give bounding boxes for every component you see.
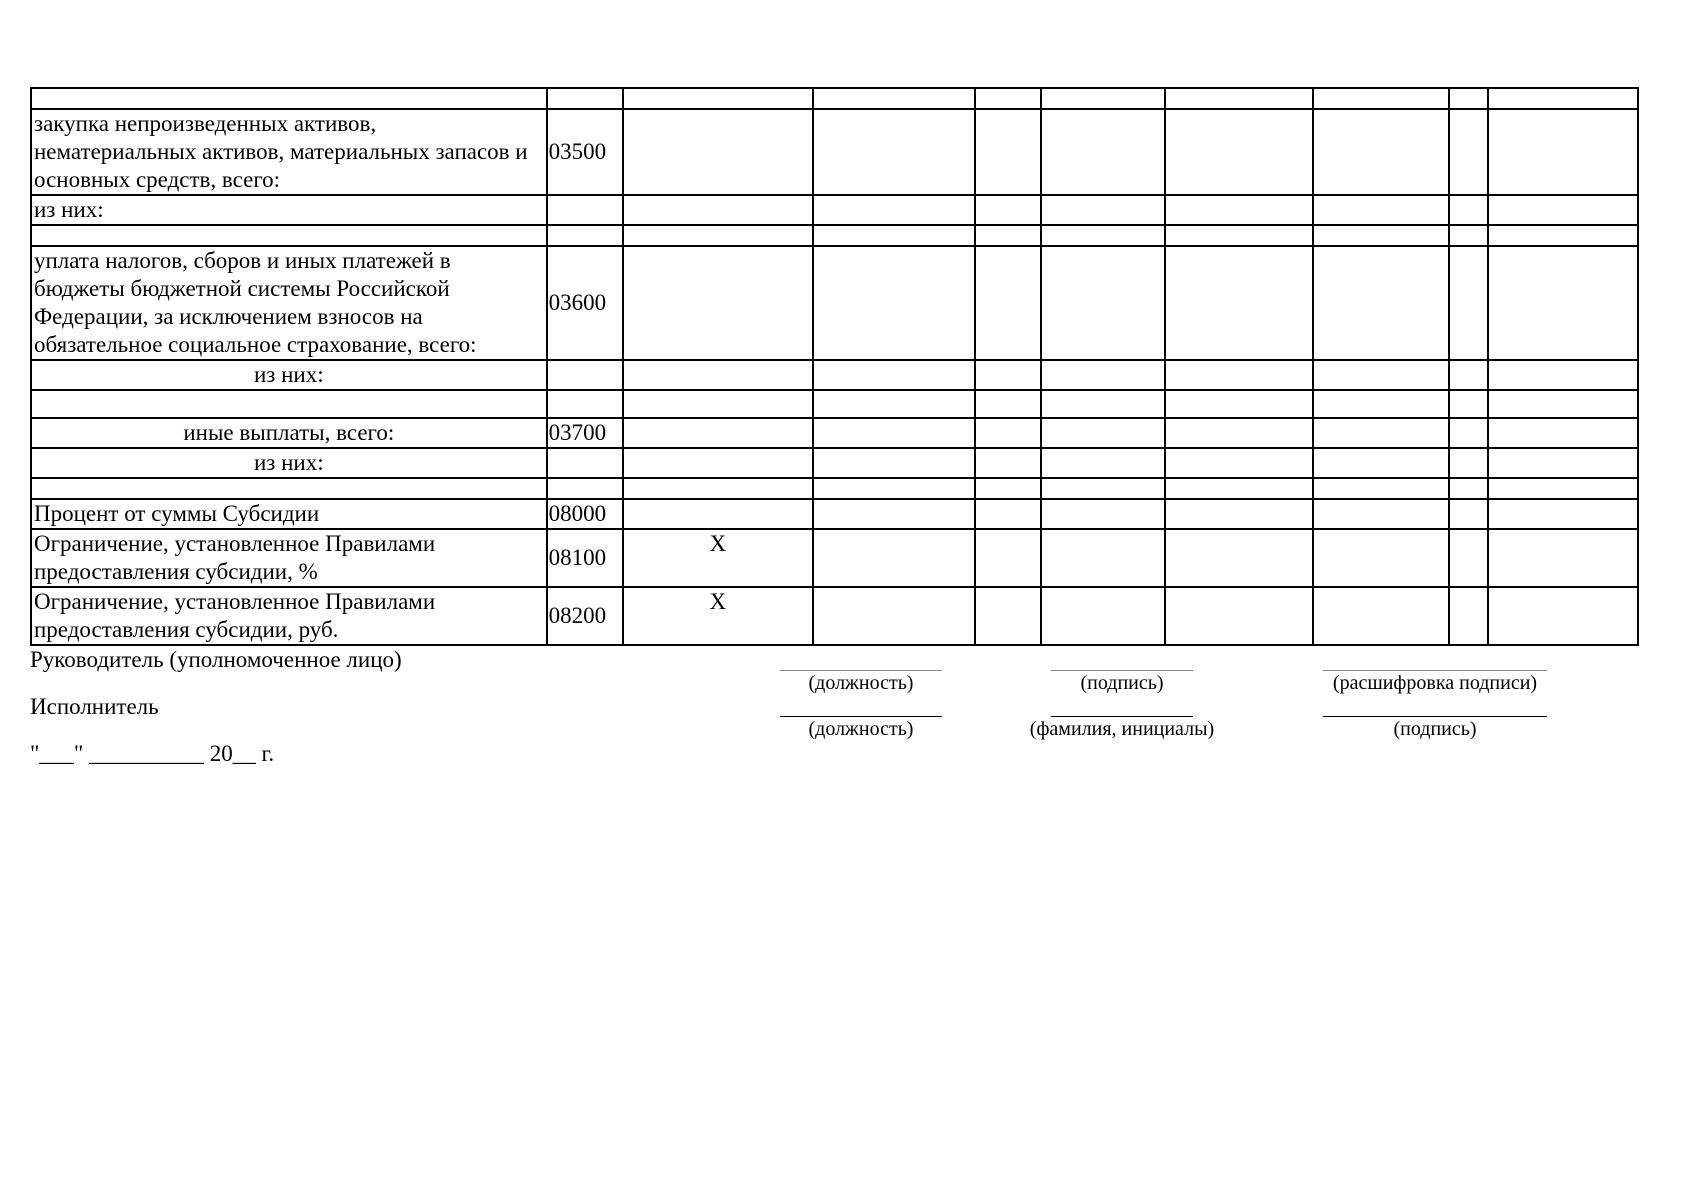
row-code xyxy=(547,448,623,478)
date-line: "___" __________ 20__ г. xyxy=(30,741,275,766)
value-cell[interactable] xyxy=(1488,418,1638,448)
value-cell[interactable] xyxy=(623,88,813,109)
table-row xyxy=(31,246,1638,360)
row-code: 08000 xyxy=(547,499,623,529)
value-cell[interactable] xyxy=(1165,499,1312,529)
table-row xyxy=(31,225,1638,246)
value-cell[interactable] xyxy=(1165,448,1312,478)
value-cell[interactable] xyxy=(975,109,1041,195)
head-signature-caption: (подпись) xyxy=(1080,672,1164,694)
value-cell[interactable] xyxy=(623,225,813,246)
value-cell[interactable] xyxy=(1488,448,1638,478)
row-label xyxy=(31,88,547,109)
value-cell[interactable] xyxy=(813,246,975,360)
table-row xyxy=(31,418,1638,448)
value-cell[interactable] xyxy=(975,418,1041,448)
table-row xyxy=(31,360,1638,390)
value-cell[interactable] xyxy=(1449,246,1488,360)
value-cell[interactable] xyxy=(623,390,813,418)
value-cell[interactable] xyxy=(1488,478,1638,499)
value-cell[interactable] xyxy=(1449,448,1488,478)
value-cell[interactable] xyxy=(1041,390,1165,418)
not-applicable-mark: X xyxy=(623,529,813,587)
value-cell[interactable] xyxy=(813,195,975,225)
value-cell[interactable] xyxy=(975,88,1041,109)
value-cell[interactable] xyxy=(1041,88,1165,109)
value-cell[interactable] xyxy=(1041,587,1165,645)
table-row xyxy=(31,109,1638,195)
value-cell[interactable] xyxy=(623,448,813,478)
value-cell[interactable] xyxy=(813,360,975,390)
value-cell[interactable] xyxy=(1488,390,1638,418)
value-cell[interactable] xyxy=(1313,360,1449,390)
table-row xyxy=(31,529,1638,587)
value-cell[interactable] xyxy=(1313,499,1449,529)
value-cell[interactable] xyxy=(1165,529,1312,587)
row-code xyxy=(547,195,623,225)
executor-name-caption: (фамилия, инициалы) xyxy=(1029,718,1215,740)
value-cell[interactable] xyxy=(1449,195,1488,225)
value-cell[interactable] xyxy=(623,418,813,448)
table-row xyxy=(31,448,1638,478)
value-cell[interactable] xyxy=(975,587,1041,645)
value-cell[interactable] xyxy=(813,225,975,246)
value-cell[interactable] xyxy=(1313,418,1449,448)
value-cell[interactable] xyxy=(975,448,1041,478)
value-cell[interactable] xyxy=(1165,587,1312,645)
executor-signature-line[interactable] xyxy=(1323,716,1547,717)
executor-name-line[interactable] xyxy=(1051,716,1193,717)
value-cell[interactable] xyxy=(1041,478,1165,499)
value-cell[interactable] xyxy=(1313,225,1449,246)
value-cell[interactable] xyxy=(1165,195,1312,225)
value-cell[interactable] xyxy=(975,499,1041,529)
value-cell[interactable] xyxy=(623,195,813,225)
value-cell[interactable] xyxy=(1313,478,1449,499)
value-cell[interactable] xyxy=(813,88,975,109)
not-applicable-mark: X xyxy=(623,587,813,645)
value-cell[interactable] xyxy=(1313,390,1449,418)
value-cell[interactable] xyxy=(1041,418,1165,448)
table-row xyxy=(31,390,1638,418)
value-cell[interactable] xyxy=(813,418,975,448)
value-cell[interactable] xyxy=(1041,195,1165,225)
row-label: из них: xyxy=(31,360,547,390)
value-cell[interactable] xyxy=(1449,418,1488,448)
value-cell[interactable] xyxy=(1449,225,1488,246)
head-label: Руководитель (уполномоченное лицо) xyxy=(30,647,402,672)
value-cell[interactable] xyxy=(1165,225,1312,246)
executor-position-caption: (должность) xyxy=(808,718,914,740)
value-cell[interactable] xyxy=(1488,360,1638,390)
value-cell[interactable] xyxy=(1041,499,1165,529)
table-row xyxy=(31,499,1638,529)
value-cell[interactable] xyxy=(623,499,813,529)
value-cell[interactable] xyxy=(1313,195,1449,225)
executor-label: Исполнитель xyxy=(30,694,159,719)
value-cell[interactable] xyxy=(1488,529,1638,587)
value-cell[interactable] xyxy=(975,246,1041,360)
value-cell[interactable] xyxy=(1041,109,1165,195)
row-label xyxy=(31,478,547,499)
value-cell[interactable] xyxy=(1313,448,1449,478)
value-cell[interactable] xyxy=(1041,246,1165,360)
value-cell[interactable] xyxy=(813,587,975,645)
row-code xyxy=(547,360,623,390)
row-label: Ограничение, установленное Правилами предоставления субсидии, % xyxy=(31,529,547,587)
value-cell[interactable] xyxy=(1488,499,1638,529)
head-decoding-line[interactable] xyxy=(1323,670,1547,671)
row-label xyxy=(31,390,547,418)
value-cell[interactable] xyxy=(813,529,975,587)
value-cell[interactable] xyxy=(813,109,975,195)
row-code: 03600 xyxy=(547,246,623,360)
head-position-line[interactable] xyxy=(780,670,942,671)
value-cell[interactable] xyxy=(1488,109,1638,195)
value-cell[interactable] xyxy=(1449,478,1488,499)
value-cell[interactable] xyxy=(1488,587,1638,645)
value-cell[interactable] xyxy=(1488,225,1638,246)
row-code xyxy=(547,88,623,109)
value-cell[interactable] xyxy=(1041,529,1165,587)
value-cell[interactable] xyxy=(1449,587,1488,645)
row-label: Ограничение, установленное Правилами предоставления субсидии, руб. xyxy=(31,587,547,645)
value-cell[interactable] xyxy=(1313,88,1449,109)
value-cell[interactable] xyxy=(1041,360,1165,390)
row-label xyxy=(31,225,547,246)
value-cell[interactable] xyxy=(1041,225,1165,246)
value-cell[interactable] xyxy=(813,448,975,478)
row-label: закупка непроизведенных активов, нематериальных активов, материальных запасов и основных средств, всего: xyxy=(31,109,547,195)
value-cell[interactable] xyxy=(1313,109,1449,195)
row-code xyxy=(547,390,623,418)
row-code: 08200 xyxy=(547,587,623,645)
value-cell[interactable] xyxy=(975,529,1041,587)
table-row xyxy=(31,478,1638,499)
value-cell[interactable] xyxy=(623,109,813,195)
value-cell[interactable] xyxy=(1449,529,1488,587)
value-cell[interactable] xyxy=(623,246,813,360)
table-row xyxy=(31,195,1638,225)
value-cell[interactable] xyxy=(975,390,1041,418)
value-cell[interactable] xyxy=(813,478,975,499)
value-cell[interactable] xyxy=(1449,109,1488,195)
value-cell[interactable] xyxy=(975,225,1041,246)
value-cell[interactable] xyxy=(1165,109,1312,195)
row-label: Процент от суммы Субсидии xyxy=(31,499,547,529)
value-cell[interactable] xyxy=(1488,246,1638,360)
value-cell[interactable] xyxy=(1313,529,1449,587)
value-cell[interactable] xyxy=(1165,478,1312,499)
row-code: 08100 xyxy=(547,529,623,587)
value-cell[interactable] xyxy=(1488,195,1638,225)
executor-position-line[interactable] xyxy=(780,716,942,717)
row-code xyxy=(547,478,623,499)
value-cell[interactable] xyxy=(975,478,1041,499)
value-cell[interactable] xyxy=(1165,390,1312,418)
value-cell[interactable] xyxy=(623,360,813,390)
value-cell[interactable] xyxy=(623,478,813,499)
executor-signature-caption: (подпись) xyxy=(1393,718,1477,740)
row-label: уплата налогов, сборов и иных платежей в бюджеты бюджетной системы Российской Федерации, за исключением взносов на обязательное социальное страхование, всего: xyxy=(31,246,547,360)
value-cell[interactable] xyxy=(975,360,1041,390)
table-row xyxy=(31,88,1638,109)
table-row xyxy=(31,587,1638,645)
value-cell[interactable] xyxy=(1449,390,1488,418)
row-code: 03500 xyxy=(547,109,623,195)
head-decoding-caption: (расшифровка подписи) xyxy=(1332,672,1538,694)
table-body xyxy=(31,88,1638,645)
value-cell[interactable] xyxy=(1041,448,1165,478)
row-label: иные выплаты, всего: xyxy=(31,418,547,448)
value-cell[interactable] xyxy=(1165,246,1312,360)
value-cell[interactable] xyxy=(975,195,1041,225)
row-label: из них: xyxy=(31,195,547,225)
value-cell[interactable] xyxy=(1165,360,1312,390)
row-label: из них: xyxy=(31,448,547,478)
value-cell[interactable] xyxy=(1449,499,1488,529)
value-cell[interactable] xyxy=(1165,418,1312,448)
value-cell[interactable] xyxy=(1313,246,1449,360)
value-cell[interactable] xyxy=(1313,587,1449,645)
head-position-caption: (должность) xyxy=(808,672,914,694)
value-cell[interactable] xyxy=(813,390,975,418)
value-cell[interactable] xyxy=(1449,360,1488,390)
value-cell[interactable] xyxy=(1165,88,1312,109)
value-cell[interactable] xyxy=(813,499,975,529)
value-cell[interactable] xyxy=(1488,88,1638,109)
row-code: 03700 xyxy=(547,418,623,448)
head-signature-line[interactable] xyxy=(1051,670,1193,671)
report-table xyxy=(30,87,1639,646)
row-code xyxy=(547,225,623,246)
value-cell[interactable] xyxy=(1449,88,1488,109)
